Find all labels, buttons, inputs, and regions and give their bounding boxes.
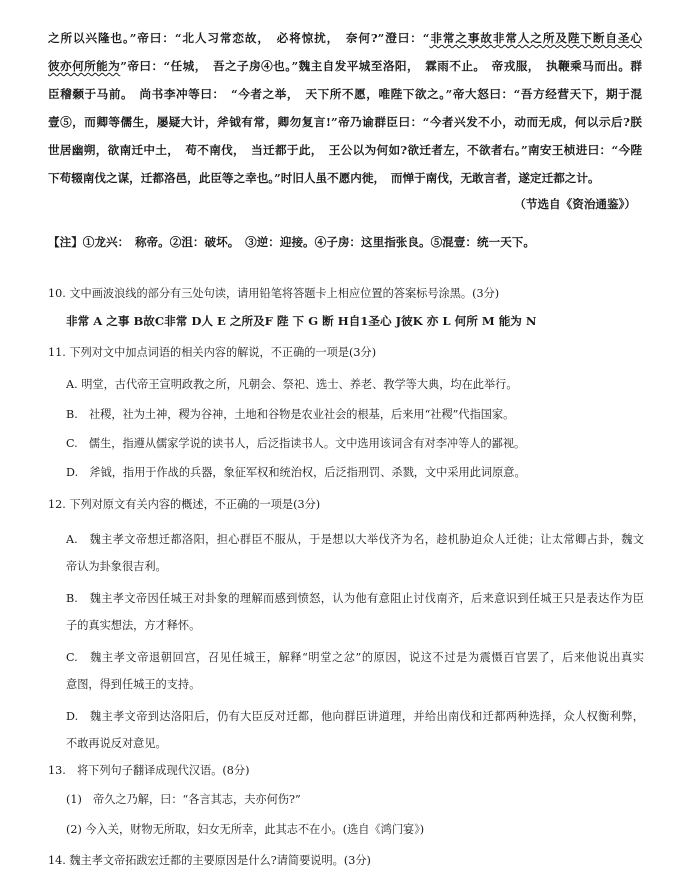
q11-option-a: A. 明堂，古代帝王宣明政教之所，凡朝会、祭祀、选士、养老、教学等大典，均在此举行。 <box>66 378 518 391</box>
q11-title: 11. 下列对文中加点词语的相关内容的解说，不正确的一项是(3分) <box>48 346 377 359</box>
q12-option-b-line-2: 子的真实想法，方才释怀。 <box>66 619 201 632</box>
passage-line-2-text: ”帝曰：“任城， 吾之子房④也。”魏主自发平城至洛阳， 霖雨不止。 帝戎服， 执鞭乘马而出。群 <box>120 59 642 73</box>
q12-option-d-line-1: D. 魏主孝文帝到达洛阳后，仍有大臣反对迁都，他向群臣讲道理，并给出南伐和迁都两种选择，众人权衡利弊， <box>66 710 644 723</box>
passage-line-1 <box>48 30 642 46</box>
passage-line-5: 世居幽朔，欲南迁中土， 苟不南伐， 当迁都于此， 王公以为何如?欲迁者左，不欲者右。”南安王桢进曰：“今陛 <box>48 143 642 157</box>
q12-option-d-line-2: 不敢再说反对意见。 <box>66 737 167 750</box>
passage-source: （节选自《资治通鉴》） <box>514 197 636 211</box>
q12-option-a-line-2: 帝认为卦象很吉利。 <box>66 560 167 573</box>
q12-option-c-line-2: 意图，得到任城王的支持。 <box>66 678 201 691</box>
passage-line-2 <box>48 58 642 74</box>
q11-option-b: B. 社稷，社为土神，稷为谷神，土地和谷物是农业社会的根基，后来用“社稷”代指国家。 <box>66 408 515 421</box>
passage-line-4: 壹⑤，而卿等儒生，屡疑大计，斧钺有常，卿勿复言!”帝乃谕群臣曰：“今者兴发不小，动而无成，何以示后?朕 <box>48 115 642 129</box>
q10-options: 非常 A 之事 B故C非常 D人 E 之所及F 陛 下 G 断 H自1圣心 J彼K 亦 L 何所 M 能为 N <box>66 314 537 328</box>
q11-option-c: C. 儒生，指遵从儒家学说的读书人，后泛指读书人。文中选用该词含有对李冲等人的鄙视。 <box>66 437 526 450</box>
q14-title: 14. 魏主孝文帝拓跋宏迁都的主要原因是什么?请简要说明。(3分) <box>48 854 371 867</box>
passage-line-3: 臣稽颡于马前。 尚书李冲等曰： “今者之举， 天下所不愿，唯陛下欲之。”帝大怒曰：“吾方经营天下，期于混 <box>48 87 642 101</box>
q11-option-d: D. 斧钺，指用于作战的兵器，象征军权和统治权，后泛指刑罚、杀戮，文中采用此词原意。 <box>66 466 526 479</box>
q13-sentence-2: (2) 今入关，财物无所取，妇女无所幸，此其志不在小。(选自《鸿门宴》) <box>66 823 425 836</box>
wavy-underlined-segment-2: 彼亦何所能为 <box>48 59 121 73</box>
q12-option-a-line-1: A. 魏主孝文帝想迁都洛阳，担心群臣不服从，于是想以大举伐齐为名，趁机胁迫众人迁徙；让太常卿占卦，魏文 <box>66 533 644 546</box>
q12-option-c-line-1: C. 魏主孝文帝退朝回宫，召见任城王，解释“明堂之忿”的原因，说这不过是为震慑百官罢了，后来他说出真实 <box>66 651 644 664</box>
wavy-underlined-segment-1: 非常之事故非常人之所及陛下断自圣心 <box>429 31 642 45</box>
passage-line-6: 下苟辍南伐之谋，迁都洛邑，此臣等之幸也。”时旧人虽不愿内徙， 而惮于南伐，无敢言者，遂定迁都之计。 <box>48 171 600 185</box>
passage-line-1-text: 之所以兴隆也。”帝曰：“北人习常恋故， 必将惊扰， 奈何?”澄曰：“ <box>48 31 430 45</box>
q13-title: 13. 将下列句子翻译成现代汉语。(8分) <box>48 764 250 777</box>
q10-title: 10. 文中画波浪线的部分有三处句读，请用铅笔将答题卡上相应位置的答案标号涂黑。(3分) <box>48 287 500 300</box>
notes: 【注】①龙兴： 称帝。②沮：破坏。 ③逆：迎接。④子房：这里指张良。⑤混壹：统一天下。 <box>48 235 535 249</box>
q12-title: 12. 下列对原文有关内容的概述，不正确的一项是(3分) <box>48 498 321 511</box>
q12-option-b-line-1: B. 魏主孝文帝因任城王对卦象的理解而感到愤怒，认为他有意阻止讨伐南齐，后来意识到任城王只是表达作为臣 <box>66 592 644 605</box>
q13-sentence-1: (1) 帝久之乃解，曰：“各言其志，夫亦何伤?” <box>66 793 301 806</box>
